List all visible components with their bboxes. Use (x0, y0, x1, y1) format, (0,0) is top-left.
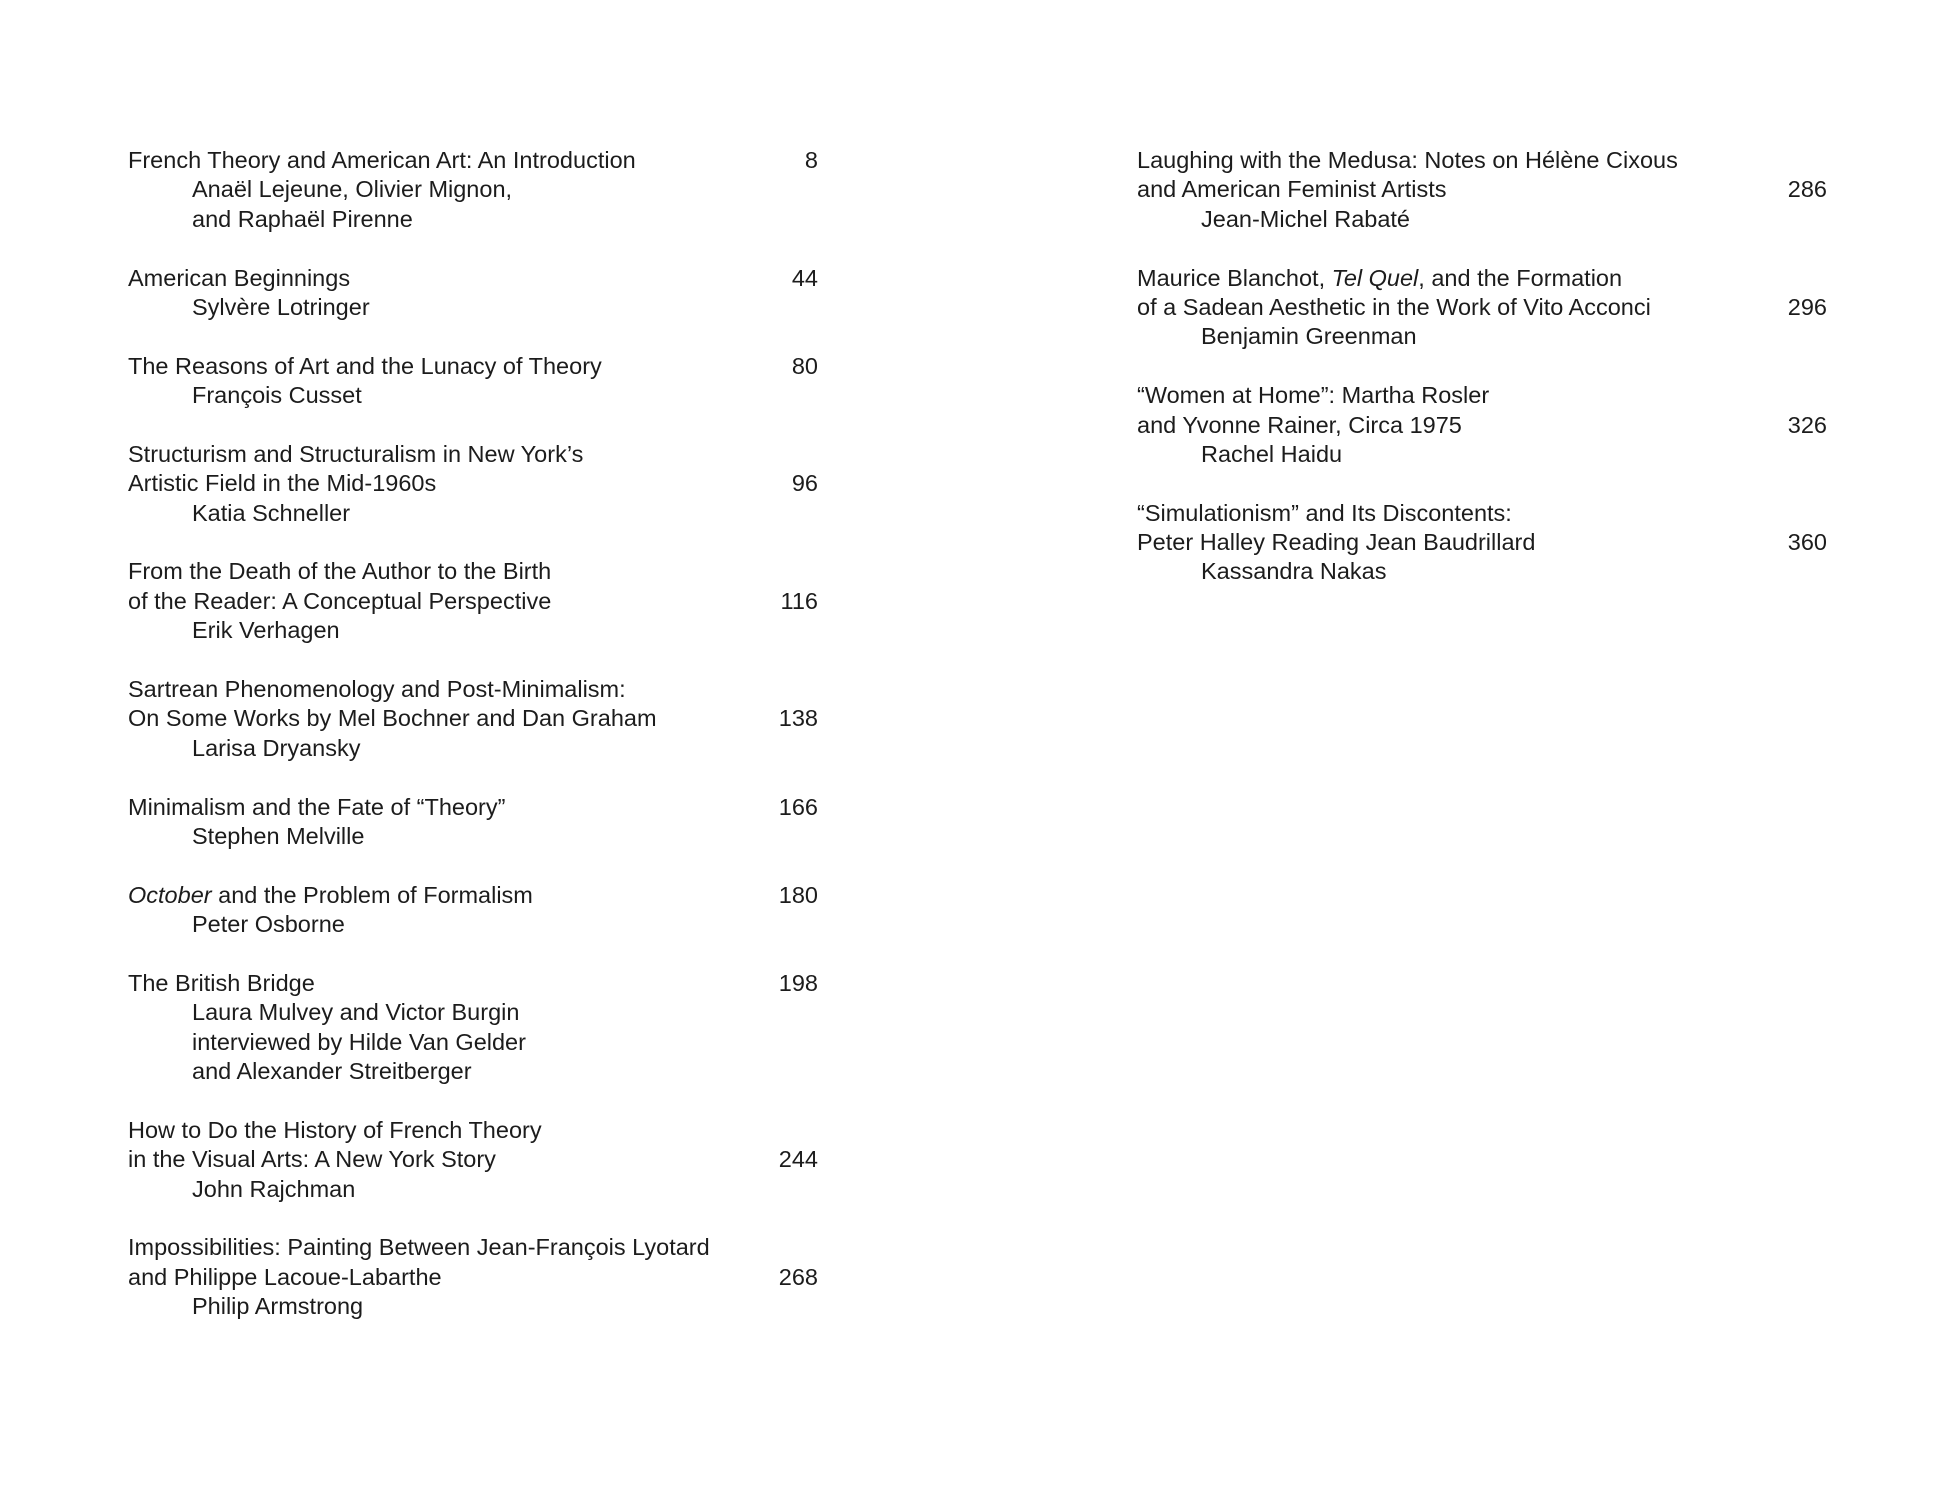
entry-title-line (128, 881, 818, 910)
entry-page-number: 166 (778, 793, 818, 820)
entry-title-text: Peter Halley Reading Jean Baudrillard (1137, 529, 1536, 556)
entry-title-line (128, 587, 818, 616)
entry-title-text: and Yvonne Rainer, Circa 1975 (1137, 411, 1462, 438)
entry-author: Philip Armstrong (192, 1293, 364, 1320)
entry-title-line (1137, 264, 1827, 293)
toc-entry (128, 881, 818, 940)
entry-page-number: 360 (1787, 529, 1827, 556)
entry-title-text: From the Death of the Author to the Birth (128, 558, 552, 585)
entry-title-text: Maurice Blanchot, (1137, 264, 1332, 291)
entry-title-italic: October (128, 881, 212, 908)
entry-title-text: , and the Formation (1418, 264, 1623, 291)
entry-title-line (1137, 499, 1827, 528)
entry-title-line (1137, 146, 1827, 175)
entry-author: Katia Schneller (192, 499, 351, 526)
entry-title-text: French Theory and American Art: An Introduction (128, 147, 636, 173)
entry-title-line (128, 440, 818, 469)
entry-page-number: 96 (791, 470, 818, 497)
entry-author: Larisa Dryansky (192, 734, 361, 761)
entry-title-text: Sartrean Phenomenology and Post-Minimalism: (128, 676, 626, 703)
entry-author: Anaël Lejeune, Olivier Mignon, (192, 176, 513, 203)
entry-page-number: 44 (791, 264, 818, 291)
toc-entry (128, 146, 818, 234)
entry-title-text: American Beginnings (128, 264, 351, 291)
entry-page-number: 296 (1787, 293, 1827, 320)
toc-entry (128, 793, 818, 852)
entry-title-text: of the Reader: A Conceptual Perspective (128, 587, 552, 614)
entry-author: Laura Mulvey and Victor Burgin (192, 999, 520, 1026)
toc-left-column (128, 146, 818, 1351)
entry-title-text: The British Bridge (128, 969, 315, 996)
toc-right-column (1137, 146, 1827, 616)
toc-entry (1137, 499, 1827, 587)
entry-page-number: 286 (1787, 176, 1827, 203)
entry-title-line (128, 557, 818, 586)
entry-page-number: 268 (778, 1263, 818, 1290)
toc-entry (128, 264, 818, 323)
entry-title-text: The Reasons of Art and the Lunacy of Theory (128, 352, 602, 379)
entry-title-line (1137, 175, 1827, 204)
entry-author: and Raphaël Pirenne (192, 205, 413, 232)
entry-title-line (1137, 381, 1827, 410)
entry-title-line (1137, 528, 1827, 557)
entry-author: Kassandra Nakas (1201, 558, 1387, 585)
entry-title-line (1137, 293, 1827, 322)
entry-author: Rachel Haidu (1201, 440, 1343, 467)
entry-title-text: and Philippe Lacoue-Labarthe (128, 1263, 442, 1290)
entry-title-text: On Some Works by Mel Bochner and Dan Graham (128, 705, 657, 732)
entry-author: Erik Verhagen (192, 617, 340, 644)
entry-page-number: 326 (1787, 411, 1827, 438)
entry-title-line (128, 1263, 818, 1292)
entry-title-text: “Simulationism” and Its Discontents: (1137, 499, 1512, 526)
entry-author: Peter Osborne (192, 911, 345, 938)
entry-author: John Rajchman (192, 1175, 356, 1202)
toc-entry (1137, 264, 1827, 352)
toc-entry (128, 352, 818, 411)
entry-author: François Cusset (192, 382, 362, 409)
entry-title-text: in the Visual Arts: A New York Story (128, 1146, 496, 1173)
entry-author: Benjamin Greenman (1201, 323, 1417, 350)
entry-title-text: of a Sadean Aesthetic in the Work of Vito Acconci (1137, 293, 1651, 320)
entry-title-line (128, 969, 818, 998)
entry-title-line (128, 352, 818, 381)
entry-page-number: 180 (778, 881, 818, 908)
toc-entry (128, 969, 818, 1087)
entry-page-number: 80 (791, 352, 818, 379)
entry-title-text: Structurism and Structuralism in New York’s (128, 440, 584, 467)
entry-page-number: 244 (778, 1146, 818, 1173)
entry-title-line (128, 264, 818, 293)
entry-title-line (1137, 411, 1827, 440)
toc-entry (128, 1233, 818, 1321)
entry-author: Jean-Michel Rabaté (1201, 205, 1410, 232)
entry-title-line (128, 1145, 818, 1174)
entry-title-text: Impossibilities: Painting Between Jean-François Lyotard (128, 1234, 710, 1261)
entry-title-text: and the Problem of Formalism (211, 881, 533, 908)
entry-title-text: and American Feminist Artists (1137, 176, 1447, 203)
entry-title-line (128, 1116, 818, 1145)
entry-title-line (128, 469, 818, 498)
entry-title-text: Artistic Field in the Mid-1960s (128, 470, 437, 497)
toc-entry (128, 557, 818, 645)
entry-author: interviewed by Hilde Van Gelder (192, 1028, 526, 1055)
entry-page-number: 198 (778, 969, 818, 996)
toc-entry (128, 440, 818, 528)
entry-title-text: How to Do the History of French Theory (128, 1116, 542, 1143)
entry-author: Stephen Melville (192, 822, 365, 849)
toc-entry (1137, 381, 1827, 469)
entry-title-text: Minimalism and the Fate of “Theory” (128, 793, 506, 820)
entry-author: and Alexander Streitberger (192, 1058, 472, 1085)
entry-title-line (128, 704, 818, 733)
entry-title-line (128, 1233, 818, 1262)
entry-page-number: 138 (778, 705, 818, 732)
entry-title-line (128, 146, 818, 175)
entry-title-text: Laughing with the Medusa: Notes on Hélène Cixous (1137, 147, 1678, 173)
toc-entry (1137, 146, 1827, 234)
toc-entry (128, 1116, 818, 1204)
entry-title-text: “Women at Home”: Martha Rosler (1137, 382, 1490, 409)
entry-author: Sylvère Lotringer (192, 293, 370, 320)
toc-entry (128, 675, 818, 763)
entry-page-number: 8 (804, 147, 818, 173)
entry-page-number: 116 (780, 587, 818, 614)
entry-title-line (128, 793, 818, 822)
entry-title-line (128, 675, 818, 704)
entry-title-italic: Tel Quel (1331, 264, 1419, 291)
